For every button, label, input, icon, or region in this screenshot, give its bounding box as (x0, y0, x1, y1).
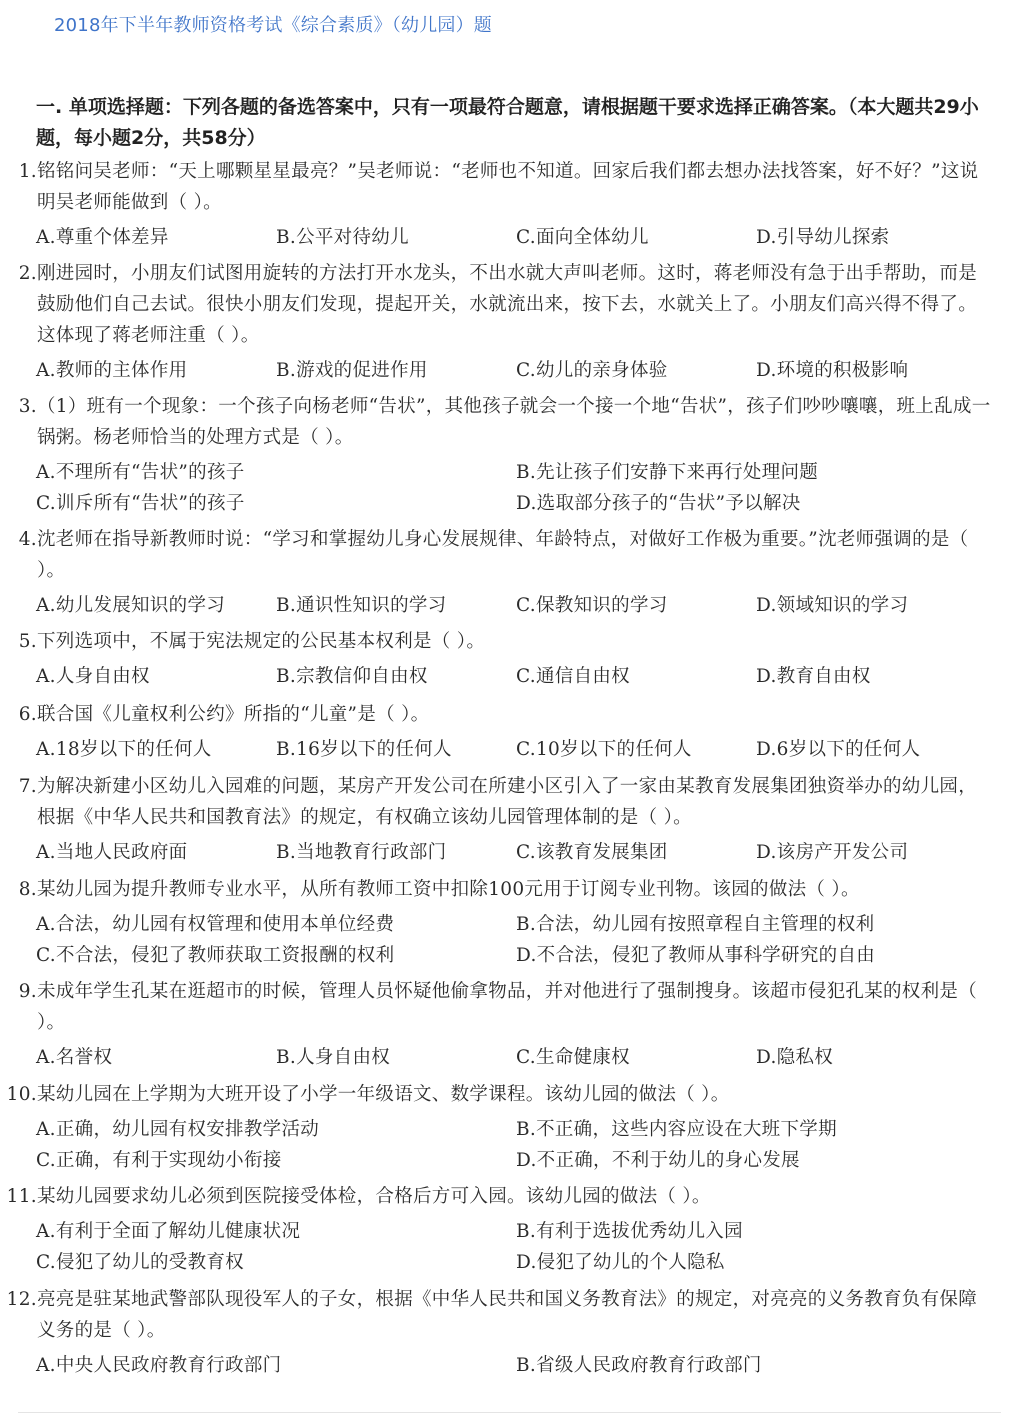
question-number: 6. (18, 704, 37, 725)
question-number: 7. (18, 776, 37, 797)
question-stem (0, 258, 992, 351)
question-3 (0, 391, 1019, 519)
option-d: D.引导幼儿探索 (756, 227, 890, 248)
option-c: C.侵犯了幼儿的受教育权 (36, 1252, 244, 1273)
question-number: 9. (18, 981, 37, 1002)
question-6 (0, 699, 1019, 765)
question-text: 为解决新建小区幼儿入园难的问题，某房产开发公司在所建小区引入了一家由某教育发展集团独资举办的幼儿园，根据《中华人民共和国教育法》的规定，有权确立该幼儿园管理体制的是（ ）。 (37, 776, 978, 828)
option-c: C.生命健康权 (516, 1047, 630, 1068)
option-b: B.公平对待幼儿 (276, 227, 409, 248)
option-d: D.侵犯了幼儿的个人隐私 (516, 1252, 725, 1273)
option-c: C.通信自由权 (516, 666, 630, 687)
option-d: D.该房产开发公司 (756, 842, 909, 863)
option-a: A.中央人民政府教育行政部门 (36, 1355, 282, 1376)
question-text: 下列选项中，不属于宪法规定的公民基本权利是（ ）。 (37, 631, 486, 652)
question-text: 联合国《儿童权利公约》所指的“儿童”是（ ）。 (37, 704, 430, 725)
option-b: B.省级人民政府教育行政部门 (516, 1355, 762, 1376)
question-text: 刚进园时，小朋友们试图用旋转的方法打开水龙头，不出水就大声叫老师。这时，蒋老师没有急于出手帮助，而是鼓励他们自己去试。很快小朋友们发现，提起开关，水就流出来，按下去，水就关上了。小朋友们高兴得不得了。这体现了蒋老师注重（ ）。 (37, 263, 978, 346)
question-text: 某幼儿园在上学期为大班开设了小学一年级语文、数学课程。该幼儿园的做法（ ）。 (37, 1084, 730, 1105)
option-a: A.当地人民政府面 (36, 842, 188, 863)
question-text: 某幼儿园要求幼儿必须到医院接受体检，合格后方可入园。该幼儿园的做法（ ）。 (37, 1186, 711, 1207)
question-stem (0, 1284, 992, 1346)
question-1 (0, 156, 1019, 253)
question-number: 4. (18, 529, 37, 550)
question-7 (0, 771, 1019, 868)
question-text: 沈老师在指导新教师时说：“学习和掌握幼儿身心发展规律、年龄特点，对做好工作极为重要。”沈老师强调的是（ ）。 (37, 529, 969, 581)
option-d: D.隐私权 (756, 1047, 834, 1068)
option-d: D.教育自由权 (756, 666, 871, 687)
question-number: 11. (6, 1186, 37, 1207)
question-stem (0, 771, 992, 833)
question-number: 10. (6, 1084, 37, 1105)
option-a: A.合法，幼儿园有权管理和使用本单位经费 (36, 914, 395, 935)
option-d: D.不合法，侵犯了教师从事科学研究的自由 (516, 945, 876, 966)
option-b: B.宗教信仰自由权 (276, 666, 428, 687)
question-11 (0, 1181, 1019, 1278)
question-stem (0, 699, 992, 730)
question-4 (0, 524, 1019, 621)
option-b: B.不正确，这些内容应设在大班下学期 (516, 1119, 837, 1140)
page-title: 2018年下半年教师资格考试《综合素质》（幼儿园）题 (54, 15, 493, 36)
question-number: 2. (18, 263, 37, 284)
option-b: B.合法，幼儿园有按照章程自主管理的权利 (516, 914, 875, 935)
option-b: B.有利于选拔优秀幼儿入园 (516, 1221, 743, 1242)
question-number: 1. (18, 161, 37, 182)
question-8 (0, 874, 1019, 971)
option-b: B.人身自由权 (276, 1047, 391, 1068)
question-9 (0, 976, 1019, 1073)
option-a: A.教师的主体作用 (36, 360, 188, 381)
option-c: C.幼儿的亲身体验 (516, 360, 668, 381)
option-d: D.6岁以下的任何人 (756, 739, 921, 760)
question-text: 某幼儿园为提升教师专业水平，从所有教师工资中扣除100元用于订阅专业刊物。该园的做法（ ）。 (37, 879, 860, 900)
question-5 (0, 626, 1019, 692)
option-a: A.名誉权 (36, 1047, 113, 1068)
option-b: B.通识性知识的学习 (276, 595, 447, 616)
question-stem (0, 391, 992, 453)
option-a: A.不理所有“告状”的孩子 (36, 462, 245, 483)
option-d: D.选取部分孩子的“告状”予以解决 (516, 493, 801, 514)
question-number: 5. (18, 631, 37, 652)
question-stem (0, 874, 992, 905)
question-12 (0, 1284, 1019, 1381)
option-c: C.不合法，侵犯了教师获取工资报酬的权利 (36, 945, 395, 966)
question-stem (0, 626, 992, 657)
question-stem (0, 1079, 992, 1110)
option-c: C.正确，有利于实现幼小衔接 (36, 1150, 282, 1171)
question-text: 亮亮是驻某地武警部队现役军人的子女，根据《中华人民共和国义务教育法》的规定，对亮亮的义务教育负有保障义务的是（ ）。 (37, 1289, 978, 1341)
option-a: A.幼儿发展知识的学习 (36, 595, 226, 616)
option-c: C.面向全体幼儿 (516, 227, 649, 248)
option-d: D.环境的积极影响 (756, 360, 909, 381)
question-stem (0, 1181, 992, 1212)
option-a: A.有利于全面了解幼儿健康状况 (36, 1221, 301, 1242)
question-text: 未成年学生孔某在逛超市的时候，管理人员怀疑他偷拿物品，并对他进行了强制搜身。该超市侵犯孔某的权利是（ ）。 (37, 981, 978, 1033)
question-stem (0, 524, 992, 586)
bottom-divider (18, 1412, 1001, 1413)
option-d: D.不正确，不利于幼儿的身心发展 (516, 1150, 800, 1171)
question-text: （1）班有一个现象：一个孩子向杨老师“告状”，其他孩子就会一个接一个地“告状”，孩子们吵吵嚷嚷，班上乱成一锅粥。杨老师恰当的处理方式是（ ）。 (37, 396, 991, 448)
question-number: 12. (6, 1289, 37, 1310)
option-c: C.10岁以下的任何人 (516, 739, 692, 760)
option-d: D.领域知识的学习 (756, 595, 909, 616)
option-a: A.正确，幼儿园有权安排教学活动 (36, 1119, 320, 1140)
option-a: A.18岁以下的任何人 (36, 739, 212, 760)
option-b: B.当地教育行政部门 (276, 842, 447, 863)
option-c: C.保教知识的学习 (516, 595, 668, 616)
question-stem (0, 976, 992, 1038)
question-number: 8. (18, 879, 37, 900)
question-number: 3. (18, 396, 37, 417)
section-heading: 一. 单项选择题：下列各题的备选答案中，只有一项最符合题意，请根据题干要求选择正确答案。（本大题共29小题，每小题2分，共58分） (36, 96, 979, 149)
question-2 (0, 258, 1019, 386)
option-a: A.尊重个体差异 (36, 227, 169, 248)
question-10 (0, 1079, 1019, 1176)
option-c: C.该教育发展集团 (516, 842, 668, 863)
option-a: A.人身自由权 (36, 666, 150, 687)
option-b: B.16岁以下的任何人 (276, 739, 452, 760)
option-b: B.先让孩子们安静下来再行处理问题 (516, 462, 819, 483)
option-c: C.训斥所有“告状”的孩子 (36, 493, 245, 514)
question-text: 铭铭问吴老师：“天上哪颗星星最亮？”吴老师说：“老师也不知道。回家后我们都去想办法找答案，好不好？”这说明吴老师能做到（ ）。 (37, 161, 979, 213)
question-stem (0, 156, 992, 218)
option-b: B.游戏的促进作用 (276, 360, 428, 381)
